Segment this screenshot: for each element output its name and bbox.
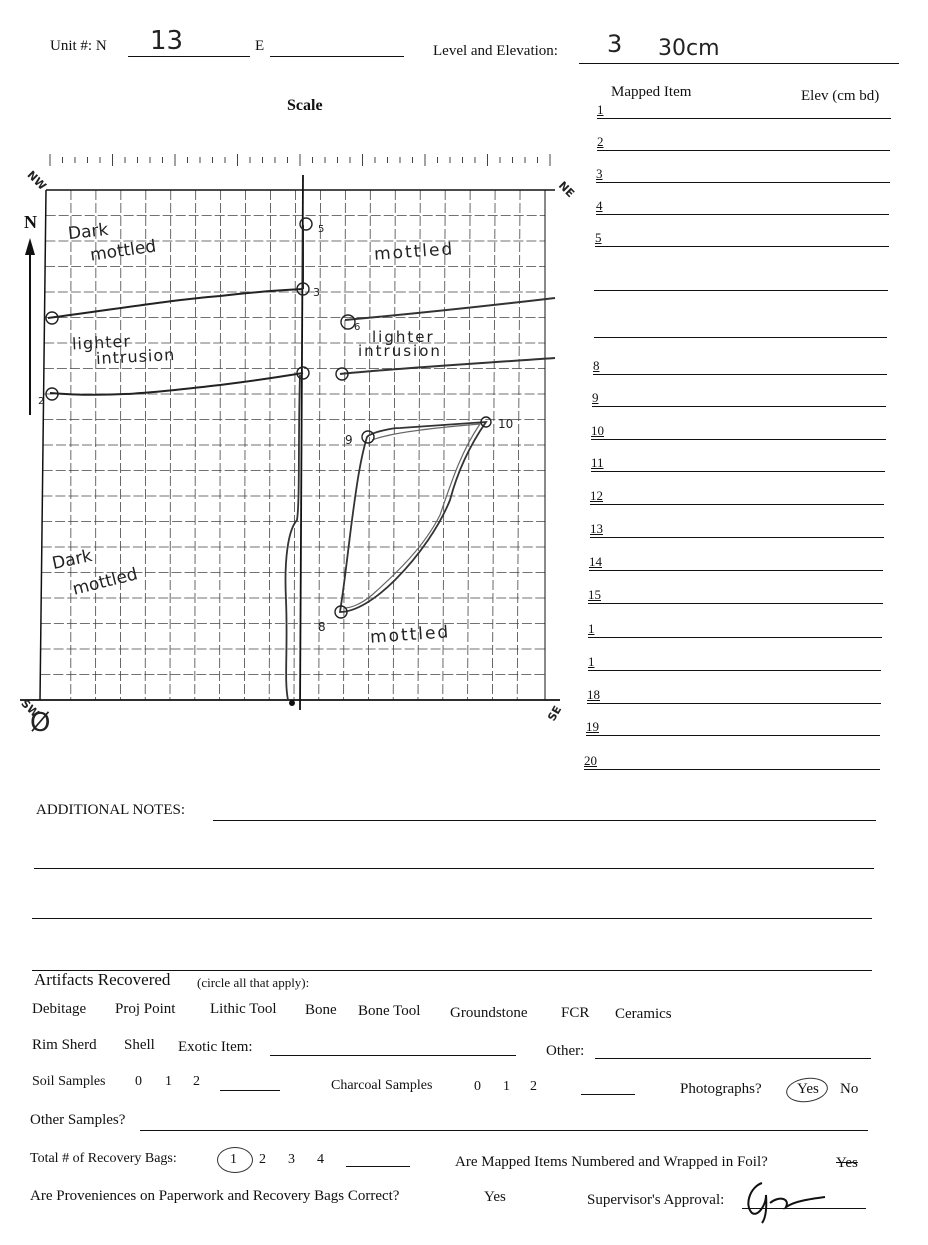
mapped-item-number: 12 (590, 488, 603, 503)
mapped-item-number: 19 (586, 719, 599, 734)
point-label-8: 8 (318, 620, 326, 634)
mapped-item-line[interactable] (589, 570, 883, 571)
mapped-item-number: 20 (584, 753, 597, 768)
feature-polygon-inner (344, 424, 480, 608)
unit-e-field[interactable] (270, 56, 404, 57)
supervisor-signature (740, 1175, 830, 1225)
mapped-item-line[interactable] (588, 603, 883, 604)
mapped-item-line[interactable] (591, 471, 885, 472)
corner-se-label: SE (545, 703, 565, 724)
mapped-item-line[interactable] (590, 504, 884, 505)
additional-notes-label: ADDITIONAL NOTES: (36, 802, 186, 818)
artifacts-title: Artifacts Recovered (34, 970, 171, 989)
mapped-item-number: 14 (589, 554, 602, 569)
point-label-10: 10 (498, 417, 514, 431)
bags-option-1-circle (217, 1147, 253, 1173)
bags-option-1[interactable]: 1 (230, 1152, 237, 1167)
annotation-lighter-intrusion-left-1: lighter (71, 331, 132, 354)
mapped-item-number: 5 (595, 230, 602, 245)
artifact-bone-tool[interactable]: Bone Tool (358, 1003, 421, 1019)
annotation-dark-mottled-bottom-2: mottled (70, 564, 140, 600)
annotation-lighter-intrusion-left-2: intrusion (95, 344, 176, 369)
corner-ne-label: NE (555, 178, 577, 201)
artifact-fcr[interactable]: FCR (561, 1005, 590, 1021)
mapped-item-number: 11 (591, 455, 604, 470)
mapped-item-number: 8 (593, 358, 600, 373)
artifact-lithic-tool[interactable]: Lithic Tool (210, 1001, 277, 1017)
mapped-item-line[interactable] (591, 439, 886, 440)
level-elevation-field[interactable] (579, 63, 899, 64)
photographs-label: Photographs? (680, 1081, 762, 1097)
elevation-value: 30cm (658, 36, 720, 61)
mapped-item-number: 4 (596, 198, 603, 213)
mapped-item-line[interactable] (597, 150, 890, 151)
boundary-line-upper-right (345, 298, 555, 320)
mapped-item-line[interactable] (588, 637, 882, 638)
corner-nw-label: NW (24, 168, 49, 193)
annotation-dark-mottled-bottom-1: Dark (50, 546, 94, 574)
mapped-item-header: Mapped Item (611, 84, 692, 100)
north-arrow-icon (25, 238, 35, 255)
notes-line-2[interactable] (34, 868, 874, 869)
unit-n-field[interactable] (128, 56, 250, 57)
charcoal-option-1[interactable]: 1 (503, 1079, 510, 1094)
photographs-yes-circle (785, 1075, 830, 1105)
notes-line-3[interactable] (32, 918, 872, 919)
artifact-rim-sherd[interactable]: Rim Sherd (32, 1037, 97, 1053)
soil-samples-label: Soil Samples (32, 1074, 106, 1089)
annotation-lighter-intrusion-right-1: lighter (372, 328, 435, 346)
unit-n-label: Unit #: N (50, 38, 107, 54)
north-label: N (24, 212, 37, 232)
mapped-items-yes[interactable]: Yes (836, 1155, 858, 1171)
mapped-item-number: 9 (592, 390, 599, 405)
unit-n-value: 13 (150, 26, 184, 56)
level-elevation-label: Level and Elevation: (433, 43, 558, 59)
soil-samples-field[interactable] (220, 1090, 280, 1091)
mapped-item-line[interactable] (594, 290, 888, 291)
feature-edge-center (285, 375, 300, 700)
point-label-2: 2 (38, 396, 45, 407)
other-field[interactable] (595, 1058, 871, 1059)
mapped-item-line[interactable] (584, 769, 880, 770)
mapped-item-line[interactable] (593, 374, 887, 375)
exotic-item-label: Exotic Item: (178, 1039, 253, 1055)
charcoal-samples-label: Charcoal Samples (331, 1078, 433, 1093)
soil-option-2[interactable]: 2 (193, 1074, 200, 1089)
annotation-dark-mottled-top-2: mottled (88, 236, 158, 266)
mapped-items-question: Are Mapped Items Numbered and Wrapped in Foil? (455, 1154, 768, 1170)
mapped-item-number: 18 (587, 687, 600, 702)
point-5-marker (300, 218, 312, 230)
mapped-item-line[interactable] (594, 337, 887, 338)
point-label-5: 5 (318, 224, 325, 235)
corner-sw-label: SW (18, 696, 42, 721)
photographs-yes[interactable]: Yes (797, 1081, 819, 1097)
exotic-item-field[interactable] (270, 1055, 516, 1056)
elev-header: Elev (cm bd) (801, 88, 880, 104)
provenience-question: Are Proveniences on Paperwork and Recovery Bags Correct? (30, 1188, 400, 1204)
other-samples-label: Other Samples? (30, 1112, 126, 1128)
mapped-item-line[interactable] (596, 182, 890, 183)
notes-line-1[interactable] (213, 820, 876, 821)
mapped-item-line[interactable] (595, 246, 889, 247)
artifact-ceramics[interactable]: Ceramics (615, 1006, 672, 1022)
scale-ruler (50, 154, 550, 166)
mapped-item-line[interactable] (587, 703, 881, 704)
charcoal-samples-field[interactable] (581, 1094, 635, 1095)
mapped-item-line[interactable] (596, 214, 889, 215)
mapped-item-number: 2 (597, 134, 604, 149)
photographs-no[interactable]: No (840, 1081, 859, 1097)
mapped-item-line[interactable] (597, 118, 891, 119)
charcoal-option-0[interactable]: 0 (474, 1079, 481, 1094)
mapped-item-number: 13 (590, 521, 603, 536)
soil-option-0[interactable]: 0 (135, 1074, 142, 1089)
soil-option-1[interactable]: 1 (165, 1074, 172, 1089)
supervisor-approval-label: Supervisor's Approval: (587, 1192, 725, 1208)
annotation-mottled-top-right: mottled (373, 239, 455, 265)
bags-option-3[interactable]: 3 (288, 1152, 295, 1167)
mapped-item-number: 1 (588, 621, 595, 636)
artifact-bone[interactable]: Bone (305, 1002, 337, 1018)
mapped-item-line[interactable] (586, 735, 880, 736)
boundary-line-upper-left (48, 289, 303, 318)
recovery-bags-field[interactable] (346, 1166, 410, 1167)
bags-option-4[interactable]: 4 (317, 1152, 324, 1167)
mapped-item-line[interactable] (592, 406, 886, 407)
artifact-debitage[interactable]: Debitage (32, 1001, 87, 1017)
charcoal-option-2[interactable]: 2 (530, 1079, 537, 1094)
unit-e-label: E (255, 38, 265, 54)
map-grid (40, 190, 545, 700)
mapped-item-number: 10 (591, 423, 604, 438)
artifact-proj-point[interactable]: Proj Point (115, 1001, 176, 1017)
point-label-9: 9 (345, 433, 353, 447)
mapped-item-line[interactable] (590, 537, 884, 538)
annotation-mottled-bottom: mottled (369, 622, 451, 648)
sw-datum-mark: Ø (30, 708, 51, 738)
scale-label: Scale (287, 97, 323, 114)
annotation-lighter-intrusion-right-2: intrusion (358, 342, 442, 360)
mapped-item-number: 15 (588, 587, 601, 602)
mapped-item-line[interactable] (588, 670, 881, 671)
other-samples-field[interactable] (140, 1130, 868, 1131)
point-label-6: 6 (354, 322, 361, 333)
boundary-line-lower-left (50, 373, 303, 395)
mapped-item-number: 3 (596, 166, 603, 181)
level-value: 3 (607, 30, 623, 58)
point-label-3: 3 (313, 286, 320, 299)
artifact-shell[interactable]: Shell (124, 1037, 155, 1053)
other-label: Other: (546, 1043, 585, 1059)
artifacts-subtitle: (circle all that apply): (197, 975, 310, 990)
annotation-dark-mottled-top-1: Dark (67, 219, 110, 245)
provenience-yes[interactable]: Yes (484, 1189, 506, 1205)
recovery-bags-label: Total # of Recovery Bags: (30, 1151, 177, 1166)
artifact-groundstone[interactable]: Groundstone (450, 1005, 528, 1021)
bags-option-2[interactable]: 2 (259, 1152, 266, 1167)
mapped-item-number: 1 (588, 654, 595, 669)
mapped-item-number: 1 (597, 102, 604, 117)
datum-point-marker (289, 700, 295, 706)
boundary-line-lower-right (340, 358, 555, 374)
